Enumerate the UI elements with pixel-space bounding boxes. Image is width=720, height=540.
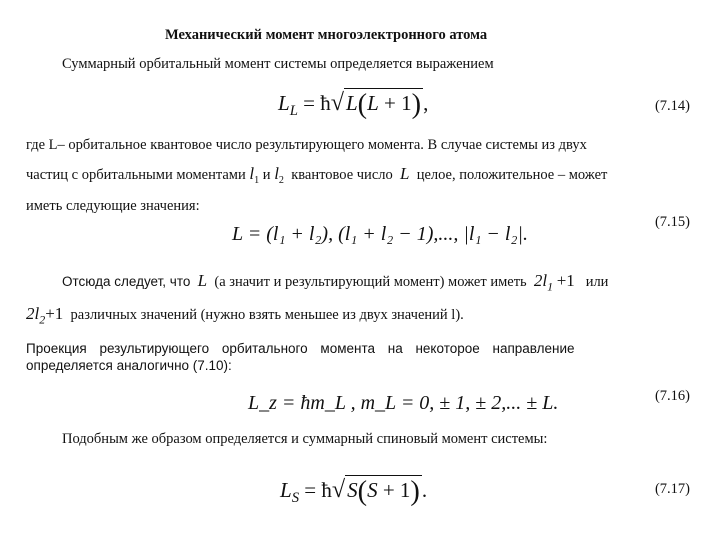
equation-7-17: $L_S$ = ħ√S(S + 1). [280,476,428,507]
paragraph-3-line-2: $2l_2+1$ различных значений (нужно взять меньшее из двух значений l). [26,304,464,327]
equation-7-15: L = (l₁ + l₂), (l₁ + l₂ − 1),..., |l₁ − l₂|. [232,223,528,245]
paragraph-3-line-1: Отсюда следует, что L (а значит и результирующий момент) может иметь $2l_1 +1$ или [62,271,609,294]
equation-number-7-17: (7.17) [654,481,690,497]
paragraph-4-line-2: определяется аналогично (7.10): [26,358,232,373]
paragraph-1: Суммарный орбитальный момент системы определяется выражением [62,56,494,72]
equation-number-7-16: (7.16) [654,388,690,404]
paragraph-2-line-2: частиц с орбитальными моментами $l_1$ и $l_2$ квантовое число L целое, положительное – может [26,164,608,186]
equation-7-16: L_z = ħm_L , m_L = 0, ± 1, ± 2,... ± L. [248,392,559,414]
paragraph-5: Подобным же образом определяется и суммарный спиновый момент системы: [62,431,548,447]
equation-number-7-15: (7.15) [654,214,690,230]
equation-number-7-14: (7.14) [654,98,690,114]
page-title: Механический момент многоэлектронного атома [165,27,488,43]
equation-7-14: $L_L$ = ħ√L(L + 1), [278,89,429,120]
paragraph-2-line-3: иметь следующие значения: [26,198,200,214]
paragraph-4-line-1: Проекция результирующего орбитального момента на некоторое направление [26,341,575,356]
paragraph-2-line-1: где L– орбитальное квантовое число результирующего момента. В случае системы из двух [26,137,587,153]
